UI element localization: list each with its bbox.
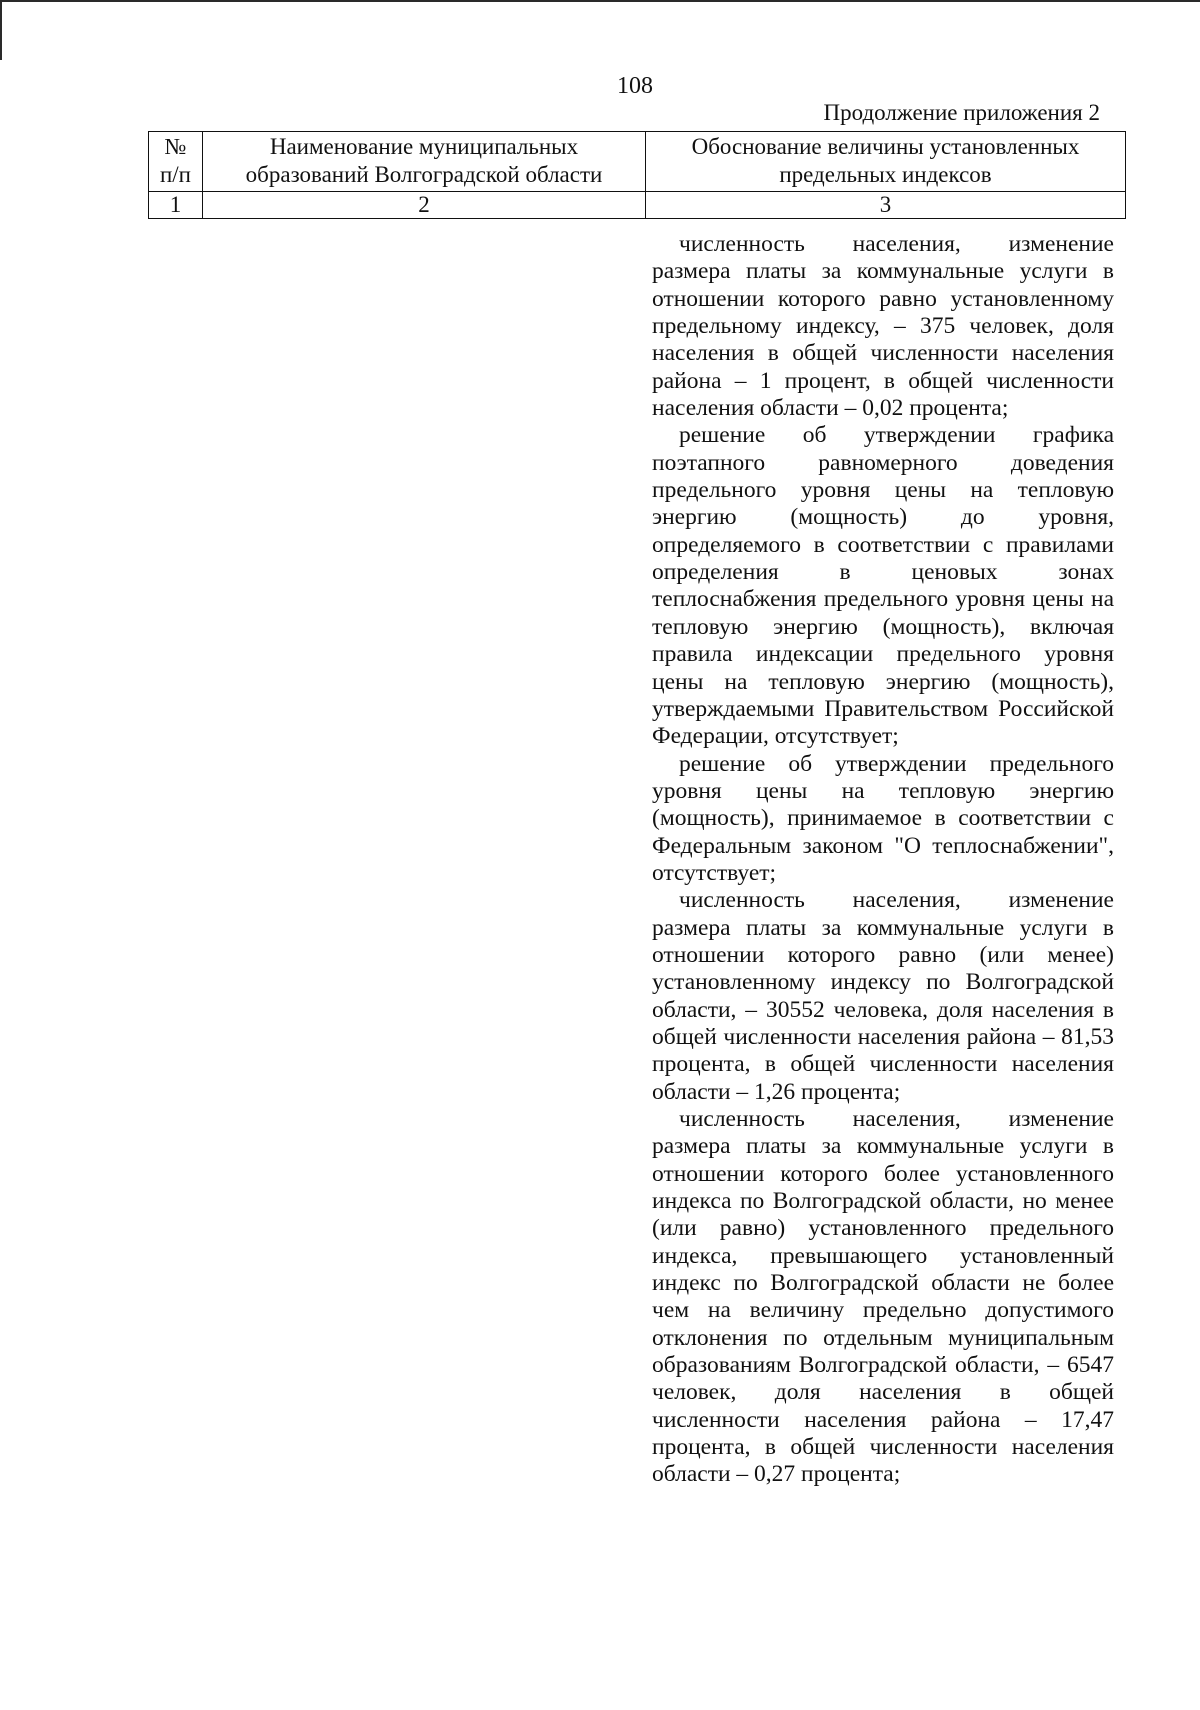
column-number-3: 3 <box>646 192 1126 219</box>
justification-text <box>652 231 1114 1489</box>
paragraph: численность населения, изменение размера платы за коммунальные услуги в отношении которого равно установленному предельному индексу, – 375 человек, доля населения в общей численности населения района – 1 процент, в общей численности населения области – 0,02 процента; <box>652 231 1114 422</box>
column-number-1: 1 <box>149 192 203 219</box>
column-number-row <box>149 192 1126 219</box>
header-table <box>148 131 1126 219</box>
paragraph: решение об утверждении графика поэтапного равномерного доведения предельного уровня цены на тепловую энергию (мощность) до уровня, определяемого в соответствии с правилами определения в ценовых зонах теплоснабжения предельного уровня цены на тепловую энергию (мощность), включая правила индексации предельного уровня цены на тепловую энергию (мощность), утверждаемыми Правительством Российской Федерации, отсутствует; <box>652 422 1114 750</box>
header-col-justification: Обоснование величины установленных предельных индексов <box>646 132 1126 192</box>
scan-edge-top <box>0 0 1200 2</box>
continuation-label: Продолжение приложения 2 <box>823 100 1100 125</box>
header-row <box>149 132 1126 192</box>
header-col-municipality: Наименование муниципальных образований Волгоградской области <box>203 132 646 192</box>
paragraph: решение об утверждении предельного уровня цены на тепловую энергию (мощность), принимаемое в соответствии с Федеральным законом "О теплоснабжении", отсутствует; <box>652 750 1114 886</box>
column-number-2: 2 <box>203 192 646 219</box>
scan-edge-left <box>0 0 2 60</box>
paragraph: численность населения, изменение размера платы за коммунальные услуги в отношении которого более установленного индекса по Волгоградской области, но менее (или равно) установленного предельного индекса, превышающего установленный индекс по Волгоградской области не более чем на величину предельно допустимого отклонения по отдельным муниципальным образованиям Волгоградской области, – 6547 человек, доля населения в общей численности населения района – 17,47 процента, в общей численности населения области – 0,27 процента; <box>652 1106 1114 1488</box>
page-number: 108 <box>617 73 653 99</box>
header-col-number: № п/п <box>149 132 203 192</box>
paragraph: численность населения, изменение размера платы за коммунальные услуги в отношении которого равно (или менее) установленному индексу по Волгоградской области, – 30552 человека, доля населения в общей численности населения района – 81,53 процента, в общей численности населения области – 1,26 процента; <box>652 887 1114 1105</box>
